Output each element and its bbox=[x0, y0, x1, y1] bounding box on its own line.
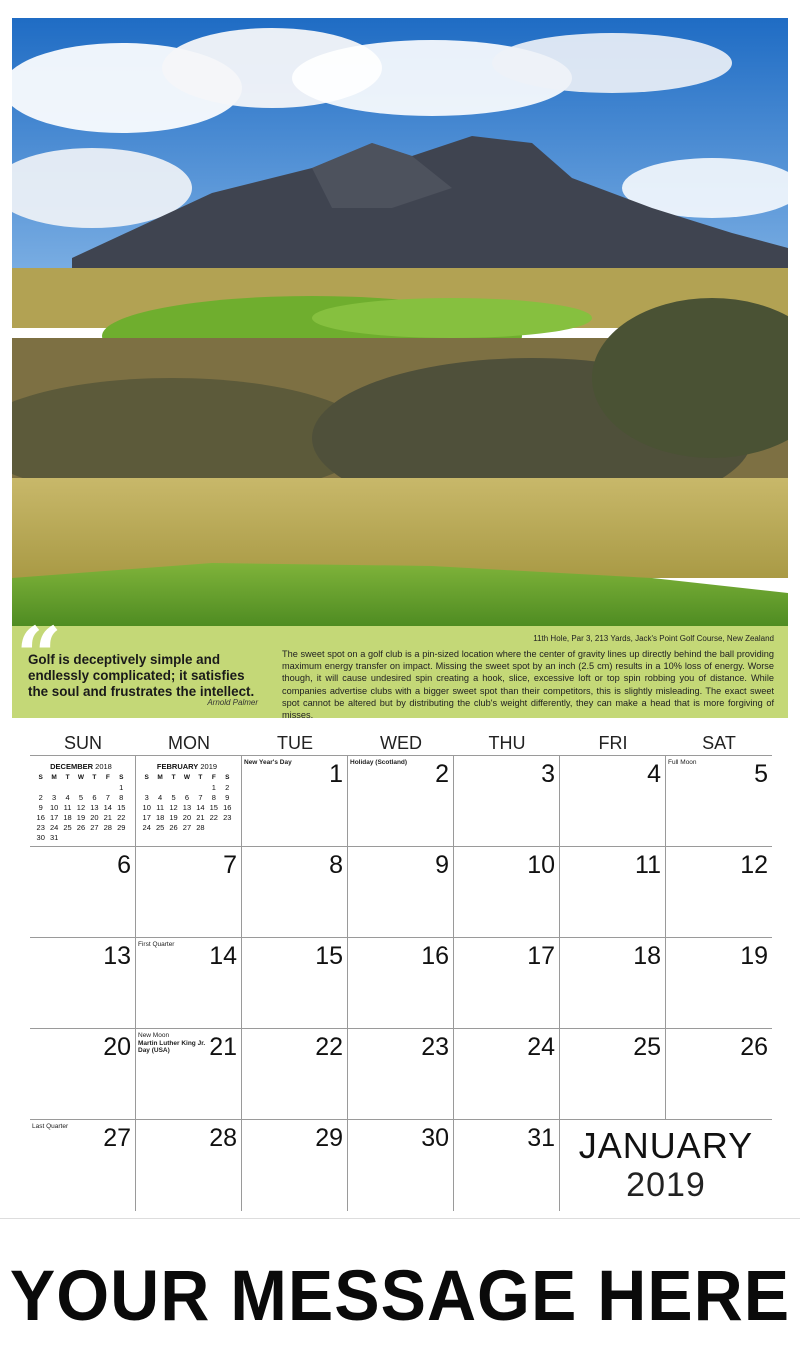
weekday-label: TUE bbox=[277, 733, 313, 753]
day-note: New Moon Martin Luther King Jr. Day (USA) bbox=[138, 1032, 206, 1054]
mini-day: 23 bbox=[36, 823, 45, 832]
message-area bbox=[0, 1218, 800, 1365]
mini-day: 22 bbox=[209, 813, 218, 822]
mini-day: 28 bbox=[103, 823, 112, 832]
day-cell[interactable] bbox=[242, 1029, 348, 1120]
mini-day: 23 bbox=[223, 813, 232, 822]
mini-day: 29 bbox=[117, 823, 126, 832]
mini-day: 3 bbox=[144, 793, 149, 802]
month-year: 2019 bbox=[626, 1166, 706, 1204]
mini-day: 6 bbox=[184, 793, 190, 802]
mini-day: 16 bbox=[223, 803, 232, 812]
day-cell[interactable] bbox=[666, 1029, 772, 1120]
day-number: 7 bbox=[223, 851, 237, 879]
mini-day bbox=[194, 783, 207, 793]
day-number: 1 bbox=[329, 760, 343, 788]
day-cell[interactable] bbox=[560, 847, 666, 938]
mini-day: 1 bbox=[211, 783, 216, 792]
mini-day: 24 bbox=[49, 823, 59, 832]
day-number: 12 bbox=[740, 851, 768, 879]
weekday-label: THU bbox=[488, 733, 526, 753]
mini-weekday-row bbox=[34, 773, 128, 783]
day-number: 16 bbox=[421, 942, 449, 970]
mini-day bbox=[61, 833, 74, 843]
mini-weekday: S bbox=[225, 774, 230, 781]
weekday-label: WED bbox=[380, 733, 422, 753]
mini-weekday: S bbox=[119, 774, 124, 781]
day-number: 11 bbox=[635, 851, 661, 879]
mini-weekday: T bbox=[198, 774, 203, 781]
mini-day: 13 bbox=[90, 803, 99, 812]
mini-day: 21 bbox=[103, 813, 112, 822]
mini-day: 25 bbox=[63, 823, 72, 832]
mini-day: 20 bbox=[182, 813, 192, 822]
mini-day bbox=[88, 833, 101, 843]
mini-week-row bbox=[140, 803, 234, 813]
day-cell[interactable] bbox=[30, 1120, 136, 1211]
mini-week-row bbox=[34, 803, 128, 813]
day-number: 30 bbox=[421, 1124, 449, 1152]
mini-weekday: F bbox=[211, 774, 216, 781]
day-cell[interactable] bbox=[454, 847, 560, 938]
cover-photo bbox=[12, 18, 788, 626]
day-number: 28 bbox=[209, 1124, 237, 1152]
day-cell[interactable] bbox=[560, 756, 666, 847]
mini-day: 4 bbox=[158, 793, 163, 802]
mini-day: 14 bbox=[196, 803, 205, 812]
mini-weekday: W bbox=[77, 774, 85, 781]
day-cell[interactable] bbox=[348, 847, 454, 938]
mini-day: 27 bbox=[182, 823, 192, 832]
mini-day bbox=[34, 783, 47, 793]
mini-week-row bbox=[34, 793, 128, 803]
mini-weekday: F bbox=[105, 774, 110, 781]
mini-week-row bbox=[140, 823, 234, 833]
mini-day bbox=[207, 823, 220, 833]
day-number: 18 bbox=[633, 942, 661, 970]
day-cell[interactable] bbox=[242, 756, 348, 847]
day-number: 25 bbox=[633, 1033, 661, 1061]
mini-day: 5 bbox=[78, 793, 84, 802]
day-number: 15 bbox=[315, 942, 343, 970]
mini-day: 3 bbox=[52, 793, 57, 802]
mini-day: 1 bbox=[119, 783, 124, 792]
mini-day: 16 bbox=[36, 813, 45, 822]
day-cell[interactable] bbox=[30, 938, 136, 1029]
day-note: Last Quarter bbox=[32, 1123, 69, 1130]
day-note: Holiday (Scotland) bbox=[350, 759, 408, 766]
day-number: 22 bbox=[315, 1033, 343, 1061]
mini-weekday: T bbox=[92, 774, 97, 781]
day-cell[interactable] bbox=[242, 1120, 348, 1211]
day-number: 24 bbox=[527, 1033, 555, 1061]
mini-week-row bbox=[140, 813, 234, 823]
day-cell[interactable] bbox=[348, 938, 454, 1029]
calendar-grid bbox=[30, 756, 772, 1211]
mini-day: 12 bbox=[76, 803, 86, 812]
mini-week-row bbox=[34, 783, 128, 793]
mini-day: 17 bbox=[49, 813, 59, 822]
mini-day: 19 bbox=[76, 813, 86, 822]
mini-day bbox=[167, 783, 180, 793]
day-cell[interactable] bbox=[30, 847, 136, 938]
mini-day: 28 bbox=[196, 823, 205, 832]
mini-day bbox=[47, 783, 60, 793]
mini-day: 31 bbox=[49, 833, 59, 842]
mini-month-name: DECEMBER bbox=[50, 762, 94, 771]
day-cell[interactable] bbox=[454, 938, 560, 1029]
mini-day: 19 bbox=[169, 813, 178, 822]
mini-day: 27 bbox=[90, 823, 99, 832]
quote-text: Golf is deceptively simple and endlessly complicated; it satisfies the soul and frustrates the intellect. bbox=[28, 652, 255, 699]
mini-day: 24 bbox=[142, 823, 151, 832]
mini-day: 20 bbox=[90, 813, 99, 822]
day-number: 31 bbox=[527, 1124, 555, 1152]
mini-month-name: FEBRUARY bbox=[156, 762, 199, 771]
mini-day: 30 bbox=[36, 833, 45, 842]
mini-week-row bbox=[34, 823, 128, 833]
mini-day: 18 bbox=[63, 813, 72, 822]
weekday-label: SUN bbox=[63, 733, 102, 753]
mini-day: 18 bbox=[155, 813, 165, 822]
day-cell[interactable] bbox=[560, 1029, 666, 1120]
day-number: 9 bbox=[435, 851, 449, 879]
day-cell[interactable] bbox=[348, 1120, 454, 1211]
day-number: 29 bbox=[315, 1124, 343, 1152]
mini-week-row bbox=[34, 833, 128, 843]
mini-weekday: T bbox=[171, 774, 176, 781]
mini-week-row bbox=[34, 813, 128, 823]
mini-weekday: M bbox=[51, 774, 57, 781]
mini-weekday: S bbox=[38, 774, 43, 781]
day-number: 17 bbox=[527, 942, 555, 970]
day-number: 4 bbox=[647, 760, 661, 788]
day-number: 23 bbox=[421, 1033, 449, 1061]
day-number: 5 bbox=[754, 760, 768, 788]
day-number: 21 bbox=[209, 1033, 237, 1061]
day-cell[interactable] bbox=[30, 1029, 136, 1120]
day-number: 27 bbox=[103, 1124, 131, 1152]
mini-weekday: W bbox=[183, 774, 191, 781]
day-cell[interactable] bbox=[136, 1120, 242, 1211]
mini-calendar-december bbox=[34, 762, 128, 843]
mini-day: 9 bbox=[38, 803, 43, 812]
day-cell[interactable] bbox=[454, 756, 560, 847]
mini-weekday-row bbox=[140, 773, 234, 783]
mini-day bbox=[101, 783, 114, 793]
mini-day: 22 bbox=[117, 813, 126, 822]
mini-day bbox=[115, 833, 128, 843]
mini-day bbox=[101, 833, 114, 843]
mini-calendar-february bbox=[140, 762, 234, 833]
day-number: 3 bbox=[541, 760, 555, 788]
mini-day: 2 bbox=[225, 783, 230, 792]
mini-calendar-next-cell bbox=[136, 756, 242, 847]
day-note: New Year's Day bbox=[244, 759, 292, 766]
day-number: 19 bbox=[740, 942, 768, 970]
mini-month-year: 2018 bbox=[95, 762, 112, 771]
mini-day: 11 bbox=[63, 803, 72, 812]
month-name: JANUARY bbox=[578, 1125, 754, 1166]
mini-day: 10 bbox=[49, 803, 59, 812]
day-number: 2 bbox=[435, 760, 449, 788]
mini-day: 15 bbox=[117, 803, 126, 812]
golf-fact-paragraph: The sweet spot on a golf club is a pin-sized location where the center of gravity lines up directly behind the ball providing maximum energy transfer on impact. Missing the sweet spot by an inch (2.5 cm) results in a 10% loss of energy. Worse though, it will cause undesired spin creating a hook, slice, excessive loft or top spin robbing you of distance. While companies advertise clubs with a bigger sweet spot than their competitors, this is slightly misleading. The exact sweet spot cannot be altered but by distributing the club's weight differently, they can make a head that is more forgiving of misses. bbox=[282, 649, 774, 721]
calendar bbox=[30, 730, 772, 1211]
mini-day: 7 bbox=[105, 793, 110, 802]
mini-day: 15 bbox=[209, 803, 218, 812]
mini-month-year: 2019 bbox=[200, 762, 218, 771]
mini-day: 17 bbox=[142, 813, 151, 822]
day-cell[interactable] bbox=[666, 938, 772, 1029]
mini-day bbox=[153, 783, 166, 793]
day-cell[interactable] bbox=[666, 756, 772, 847]
month-title bbox=[560, 1126, 772, 1204]
mini-day: 26 bbox=[169, 823, 178, 832]
mini-day bbox=[140, 783, 153, 793]
mini-week-row bbox=[140, 793, 234, 803]
mini-day: 9 bbox=[225, 793, 230, 802]
quote-mark-icon: “ bbox=[16, 609, 63, 703]
month-title-cell bbox=[560, 1120, 772, 1211]
mini-weekday: S bbox=[144, 774, 149, 781]
mini-day: 2 bbox=[38, 793, 43, 802]
mini-day bbox=[221, 823, 234, 833]
day-number: 13 bbox=[103, 942, 131, 970]
day-number: 6 bbox=[117, 851, 131, 879]
mini-day: 26 bbox=[76, 823, 86, 832]
mini-weekday: M bbox=[157, 774, 163, 781]
mini-day: 8 bbox=[211, 793, 216, 802]
day-cell[interactable] bbox=[666, 847, 772, 938]
mini-day bbox=[61, 783, 74, 793]
day-cell[interactable] bbox=[454, 1029, 560, 1120]
day-cell[interactable] bbox=[348, 756, 454, 847]
mini-day: 8 bbox=[119, 793, 124, 802]
mini-day: 4 bbox=[65, 793, 70, 802]
day-cell[interactable] bbox=[136, 1029, 242, 1120]
weekday-header bbox=[30, 730, 772, 756]
weekday-label: FRI bbox=[598, 733, 628, 753]
golf-course-landscape-image bbox=[12, 18, 788, 626]
day-cell[interactable] bbox=[348, 1029, 454, 1120]
mini-day bbox=[88, 783, 101, 793]
day-cell[interactable] bbox=[136, 938, 242, 1029]
day-note: Full Moon bbox=[668, 759, 697, 766]
mini-day bbox=[74, 783, 87, 793]
mini-week-row bbox=[140, 783, 234, 793]
custom-message: YOUR MESSAGE HERE bbox=[9, 1256, 791, 1336]
mini-day: 7 bbox=[198, 793, 203, 802]
day-number: 14 bbox=[209, 942, 237, 970]
quote-band bbox=[12, 609, 788, 721]
mini-day: 11 bbox=[156, 803, 165, 812]
day-cell[interactable] bbox=[242, 847, 348, 938]
day-cell[interactable] bbox=[242, 938, 348, 1029]
photo-caption: 11th Hole, Par 3, 213 Yards, Jack's Point Golf Course, New Zealand bbox=[533, 634, 774, 643]
mini-day: 13 bbox=[182, 803, 192, 812]
mini-day bbox=[180, 783, 193, 793]
day-cell[interactable] bbox=[454, 1120, 560, 1211]
day-cell[interactable] bbox=[560, 938, 666, 1029]
mini-day: 21 bbox=[196, 813, 205, 822]
weekday-label: SAT bbox=[702, 733, 736, 753]
mini-weekday: T bbox=[65, 774, 70, 781]
mini-day: 12 bbox=[169, 803, 178, 812]
mini-day: 10 bbox=[142, 803, 151, 812]
quote-author: Arnold Palmer bbox=[207, 698, 258, 707]
mini-day bbox=[74, 833, 87, 843]
mini-calendar-prev-cell bbox=[30, 756, 136, 847]
day-number: 8 bbox=[329, 851, 343, 879]
mini-day: 14 bbox=[103, 803, 112, 812]
day-number: 20 bbox=[103, 1033, 131, 1061]
mini-day: 5 bbox=[171, 793, 176, 802]
day-number: 26 bbox=[740, 1033, 768, 1061]
day-note: First Quarter bbox=[138, 941, 175, 948]
day-number: 10 bbox=[527, 851, 555, 879]
weekday-label: MON bbox=[168, 733, 210, 753]
mini-day: 25 bbox=[155, 823, 165, 832]
mini-day: 6 bbox=[92, 793, 97, 802]
day-cell[interactable] bbox=[136, 847, 242, 938]
